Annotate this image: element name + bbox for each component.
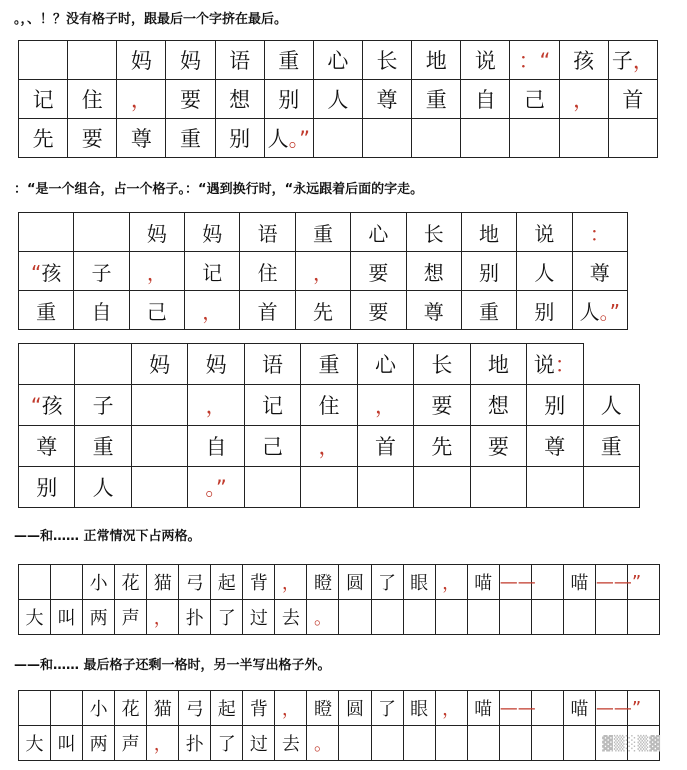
grid-cell: 重: [295, 213, 350, 252]
grid-cell: 瞪: [307, 691, 339, 726]
grid-cell: 叫: [51, 600, 83, 635]
grid-cell: 眼: [403, 691, 435, 726]
grid-cell: 说: [461, 41, 510, 80]
grid-cell: 别: [264, 80, 313, 119]
grid-cell: 起: [211, 565, 243, 600]
grid-cell: 喵: [563, 565, 595, 600]
grid-cell: [339, 600, 371, 635]
grid-cell: 住: [68, 80, 117, 119]
grid-cell: 妈: [131, 344, 187, 385]
grid-cell: 首: [608, 80, 657, 119]
grid-cell: [531, 691, 563, 726]
grid-cell: [531, 726, 563, 761]
grid-cell: 人。”: [572, 291, 627, 330]
grid-cell: ——: [499, 691, 531, 726]
grid-cell: 要: [166, 80, 215, 119]
note-2: ：“是一个组合，占一个格子。：“遇到换行时，“永远跟着后面的字走。: [14, 182, 424, 197]
grid-cell: 妈: [117, 41, 166, 80]
grid-cell: ，: [559, 80, 608, 119]
grid-cell: 小: [83, 691, 115, 726]
grid-cell: 过: [243, 726, 275, 761]
grid-cell: 己: [244, 426, 300, 467]
grid-cell: 别: [461, 252, 516, 291]
grid-row: [19, 691, 660, 726]
grid-cell: 猫: [147, 691, 179, 726]
grid-cell: 说: [517, 213, 572, 252]
grid-cell: 重: [75, 426, 131, 467]
grid-cell: [435, 726, 467, 761]
grid-cell: [19, 565, 51, 600]
grid-cell: 声: [115, 726, 147, 761]
grid-cell: [627, 600, 659, 635]
grid-cell: 子，: [608, 41, 657, 80]
grid-row: [19, 80, 658, 119]
grid-cell: [313, 119, 362, 158]
grid-cell: [412, 119, 461, 158]
grid-cell: 眼: [403, 565, 435, 600]
grid-cell: 重: [19, 291, 74, 330]
grid-cell: 己: [510, 80, 559, 119]
grid-cell: ——”: [595, 565, 627, 600]
grid-cell: 了: [211, 600, 243, 635]
grid-cell: 记: [19, 80, 68, 119]
grid-row: [19, 600, 660, 635]
grid-cell: 先: [295, 291, 350, 330]
grid-row: [19, 41, 658, 80]
grid-cell: 己: [129, 291, 184, 330]
grid-cell: 尊: [362, 80, 411, 119]
grid-example-4: [18, 564, 660, 635]
grid-cell: 记: [185, 252, 240, 291]
grid-cell: 住: [240, 252, 295, 291]
grid-cell: 人: [313, 80, 362, 119]
grid-cell: “孩: [19, 385, 75, 426]
grid-cell: [608, 119, 657, 158]
grid-cell: 两: [83, 600, 115, 635]
grid-cell: ：“: [510, 41, 559, 80]
grid-cell: [74, 213, 129, 252]
grid-cell: [595, 600, 627, 635]
grid-example-5: [18, 690, 660, 761]
grid-cell: 别: [19, 467, 75, 508]
grid-cell: 弓: [179, 565, 211, 600]
grid-cell: [467, 726, 499, 761]
grid-cell: [470, 467, 526, 508]
grid-cell: 去: [275, 600, 307, 635]
grid-cell: 过: [243, 600, 275, 635]
grid-cell: 弓: [179, 691, 211, 726]
grid-cell: [414, 467, 470, 508]
grid-cell: 想: [406, 252, 461, 291]
grid-cell: [467, 600, 499, 635]
grid-cell: 语: [244, 344, 300, 385]
grid-cell: 首: [240, 291, 295, 330]
grid-cell: 圆: [339, 691, 371, 726]
grid-cell: 妈: [188, 344, 244, 385]
grid-cell: 要: [351, 252, 406, 291]
grid-cell: 说：: [527, 344, 583, 385]
grid-cell: 重: [166, 119, 215, 158]
grid-cell: 要: [351, 291, 406, 330]
grid-cell: 去: [275, 726, 307, 761]
grid-cell: ——”: [595, 691, 627, 726]
grid-cell: [461, 119, 510, 158]
grid-cell: 了: [371, 691, 403, 726]
grid-row: [19, 467, 640, 508]
grid-cell: [499, 600, 531, 635]
grid-cell: ，: [435, 691, 467, 726]
grid-cell: [563, 726, 595, 761]
grid-cell: 妈: [166, 41, 215, 80]
grid-cell: 妈: [129, 213, 184, 252]
grid-cell: ，: [147, 726, 179, 761]
grid-cell: [563, 600, 595, 635]
grid-cell: 尊: [406, 291, 461, 330]
grid-cell: 要: [470, 426, 526, 467]
grid-cell: 别: [517, 291, 572, 330]
grid-cell: 地: [470, 344, 526, 385]
grid-cell: [68, 41, 117, 80]
grid-cell: 别: [527, 385, 583, 426]
grid-row: [19, 726, 660, 761]
grid-cell: 。: [307, 726, 339, 761]
grid-cell: 心: [313, 41, 362, 80]
grid-cell: [19, 344, 75, 385]
grid-cell: [531, 600, 563, 635]
grid-cell: 背: [243, 691, 275, 726]
grid-cell: [339, 726, 371, 761]
grid-cell: [362, 119, 411, 158]
grid-cell: 子: [74, 252, 129, 291]
grid-cell: 扑: [179, 726, 211, 761]
grid-cell: 尊: [527, 426, 583, 467]
grid-cell: 尊: [19, 426, 75, 467]
grid-example-1: [18, 40, 658, 158]
grid-cell: 要: [414, 385, 470, 426]
grid-cell: [371, 600, 403, 635]
grid-cell: 叫: [51, 726, 83, 761]
grid-cell: 想: [470, 385, 526, 426]
grid-cell: ，: [185, 291, 240, 330]
grid-cell: 语: [215, 41, 264, 80]
grid-cell: 记: [244, 385, 300, 426]
note-1: 。，、！？没有格子时，跟最后一个字挤在最后。: [14, 12, 288, 27]
grid-cell: 别: [215, 119, 264, 158]
grid-cell: 了: [211, 726, 243, 761]
grid-cell: 重: [583, 426, 639, 467]
grid-cell: 花: [115, 691, 147, 726]
grid-cell: 长: [406, 213, 461, 252]
grid-cell: [499, 726, 531, 761]
grid-cell: [244, 467, 300, 508]
grid-cell: [357, 467, 413, 508]
grid-row: [19, 385, 640, 426]
grid-cell: 语: [240, 213, 295, 252]
grid-cell: [19, 691, 51, 726]
grid-cell: [131, 426, 187, 467]
grid-cell: 自: [74, 291, 129, 330]
grid-cell: [51, 691, 83, 726]
grid-cell: 背: [243, 565, 275, 600]
grid-cell: ，: [275, 565, 307, 600]
grid-cell: 喵: [467, 565, 499, 600]
grid-cell: 地: [461, 213, 516, 252]
grid-cell: 瞪: [307, 565, 339, 600]
grid-cell: 。: [307, 600, 339, 635]
grid-cell: 要: [68, 119, 117, 158]
grid-cell: [583, 467, 639, 508]
grid-cell: 子: [75, 385, 131, 426]
grid-cell: 两: [83, 726, 115, 761]
grid-cell: 大: [19, 600, 51, 635]
grid-cell: [527, 467, 583, 508]
grid-cell: ，: [301, 426, 357, 467]
grid-cell: ：: [572, 213, 627, 252]
grid-cell: [435, 600, 467, 635]
grid-cell: ，: [188, 385, 244, 426]
grid-cell: [403, 726, 435, 761]
grid-cell: [531, 565, 563, 600]
grid-cell: 重: [461, 291, 516, 330]
grid-cell: 人: [517, 252, 572, 291]
grid-cell: 了: [371, 565, 403, 600]
note-3: ——和…… 正常情况下占两格。: [14, 529, 201, 544]
grid-cell: 声: [115, 600, 147, 635]
grid-example-2: [18, 212, 628, 330]
grid-cell: [403, 600, 435, 635]
grid-cell: [371, 726, 403, 761]
grid-cell: 先: [19, 119, 68, 158]
grid-row: [19, 213, 628, 252]
grid-cell: 地: [412, 41, 461, 80]
grid-row: [19, 426, 640, 467]
grid-cell: [19, 41, 68, 80]
grid-cell: 尊: [117, 119, 166, 158]
grid-cell: 小: [83, 565, 115, 600]
grid-cell: 住: [301, 385, 357, 426]
grid-cell: 自: [461, 80, 510, 119]
grid-cell: 重: [301, 344, 357, 385]
grid-cell: 喵: [467, 691, 499, 726]
grid-cell: 重: [412, 80, 461, 119]
grid-cell: ，: [435, 565, 467, 600]
grid-cell: [51, 565, 83, 600]
grid-cell: 猫: [147, 565, 179, 600]
grid-cell: 自: [188, 426, 244, 467]
grid-cell: 重: [264, 41, 313, 80]
grid-cell: 长: [414, 344, 470, 385]
grid-cell: 首: [357, 426, 413, 467]
grid-cell: [301, 467, 357, 508]
grid-cell: 圆: [339, 565, 371, 600]
grid-row: [19, 119, 658, 158]
grid-cell: [131, 467, 187, 508]
grid-cell: ，: [357, 385, 413, 426]
grid-example-3: [18, 343, 640, 508]
grid-cell: 人。”: [264, 119, 313, 158]
grid-cell: ，: [117, 80, 166, 119]
watermark-logo: ▓▒░▒▓: [602, 736, 661, 752]
grid-cell: ，: [129, 252, 184, 291]
grid-cell: [75, 344, 131, 385]
grid-cell: 人: [75, 467, 131, 508]
grid-cell: 先: [414, 426, 470, 467]
grid-cell: 想: [215, 80, 264, 119]
grid-cell: 心: [357, 344, 413, 385]
grid-cell: “孩: [19, 252, 74, 291]
grid-cell: 扑: [179, 600, 211, 635]
grid-cell: 。”: [188, 467, 244, 508]
note-4: ——和…… 最后格子还剩一格时，另一半写出格子外。: [14, 658, 331, 673]
grid-cell: 心: [351, 213, 406, 252]
grid-cell: ，: [275, 691, 307, 726]
grid-cell: 孩: [559, 41, 608, 80]
grid-cell: 长: [362, 41, 411, 80]
grid-cell: [559, 119, 608, 158]
grid-cell: [131, 385, 187, 426]
grid-row: [19, 252, 628, 291]
grid-cell: 花: [115, 565, 147, 600]
grid-cell: ——: [499, 565, 531, 600]
grid-row: [19, 565, 660, 600]
grid-cell: 尊: [572, 252, 627, 291]
grid-cell: 大: [19, 726, 51, 761]
grid-cell: ，: [147, 600, 179, 635]
grid-cell: 起: [211, 691, 243, 726]
grid-cell: 喵: [563, 691, 595, 726]
grid-cell: 人: [583, 385, 639, 426]
grid-cell: 妈: [185, 213, 240, 252]
grid-row: [19, 344, 640, 385]
grid-cell: ，: [295, 252, 350, 291]
grid-cell: [510, 119, 559, 158]
grid-cell: [19, 213, 74, 252]
grid-row: [19, 291, 628, 330]
